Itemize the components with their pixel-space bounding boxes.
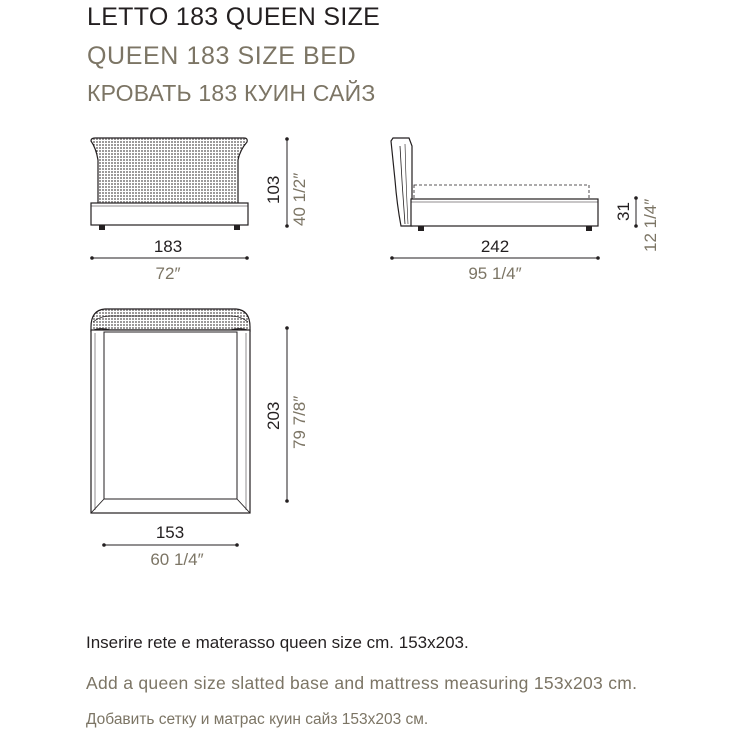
side-length-cm: 242	[480, 237, 510, 256]
front-width-in: 72″	[155, 264, 181, 283]
top-length-cm: 203	[264, 401, 283, 430]
front-width-cm: 183	[153, 237, 183, 256]
title-russian: КРОВАТЬ 183 КУИН САЙЗ	[87, 80, 376, 106]
note-english: Add a queen size slatted base and mattress measuring 153x203 cm.	[86, 673, 638, 693]
front-foot-right	[234, 225, 240, 230]
note-italian: Inserire rete e materasso queen size cm. 153x203.	[86, 633, 469, 652]
top-view	[91, 309, 309, 569]
front-height-in: 40 1/2″	[290, 172, 309, 226]
side-length-in: 95 1/4″	[468, 264, 522, 283]
front-foot-left	[99, 225, 105, 230]
top-width-in: 60 1/4″	[150, 550, 204, 569]
side-foot-right	[586, 226, 592, 231]
top-width-cm: 153	[155, 523, 185, 542]
side-mattress-outline	[414, 185, 589, 199]
side-foot-left	[418, 226, 424, 231]
front-view	[90, 137, 309, 283]
top-headboard	[91, 309, 250, 331]
title-english: QUEEN 183 SIZE BED	[87, 42, 357, 70]
title-italian: LETTO 183 QUEEN SIZE	[87, 3, 381, 31]
top-length-in: 79 7/8″	[290, 395, 309, 449]
side-headboard	[391, 138, 412, 226]
front-headboard	[91, 138, 247, 204]
note-russian: Добавить сетку и матрас куин сайз 153x203 см.	[86, 711, 429, 728]
front-height-cm: 103	[264, 175, 283, 204]
side-height-in: 12 1/4″	[641, 198, 660, 252]
side-bed-frame	[411, 199, 598, 226]
top-mattress-area	[104, 332, 237, 499]
side-view	[390, 138, 660, 283]
side-height-cm: 31	[614, 202, 633, 221]
